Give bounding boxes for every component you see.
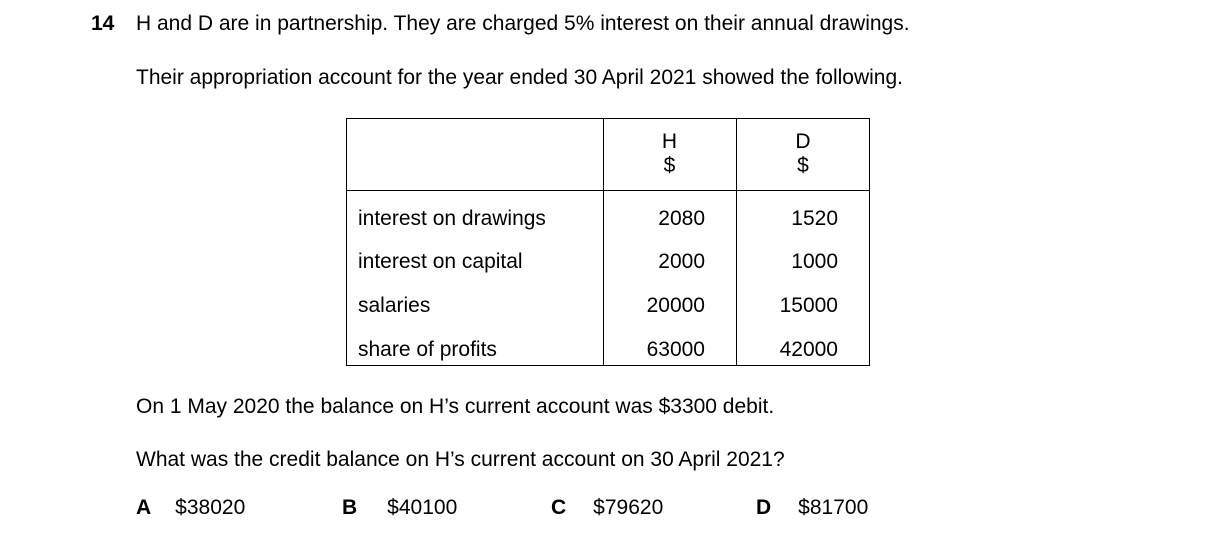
- question-number: 14: [91, 12, 115, 35]
- column-header-h: [603, 130, 736, 178]
- balance-statement: On 1 May 2020 the balance on H’s current account was $3300 debit.: [136, 395, 775, 418]
- cell-h-interest-on-capital: 2000: [658, 250, 705, 273]
- column-header-name: H: [661, 130, 678, 153]
- question-prompt: What was the credit balance on H’s current account on 30 April 2021?: [136, 448, 785, 471]
- column-header-d: [736, 130, 870, 178]
- row-label-share-of-profits: share of profits: [358, 338, 497, 361]
- question-intro: H and D are in partnership. They are charged 5% interest on their annual drawings.: [136, 12, 910, 35]
- cell-d-salaries: 15000: [779, 294, 838, 317]
- option-value: $40100: [387, 496, 458, 519]
- cell-d-interest-on-drawings: 1520: [791, 207, 838, 230]
- option-letter: B: [342, 496, 358, 519]
- header-divider: [347, 190, 869, 191]
- option-value: $81700: [798, 496, 869, 519]
- option-letter: D: [756, 496, 772, 519]
- question-context: Their appropriation account for the year ended 30 April 2021 showed the following.: [136, 66, 903, 89]
- option-value: $38020: [175, 496, 246, 519]
- cell-h-share-of-profits: 63000: [646, 338, 705, 361]
- option-value: $79620: [593, 496, 664, 519]
- cell-d-interest-on-capital: 1000: [791, 250, 838, 273]
- option-d[interactable]: [756, 496, 868, 520]
- option-letter: A: [136, 496, 152, 519]
- row-label-interest-on-drawings: interest on drawings: [358, 207, 546, 230]
- appropriation-table: [346, 118, 870, 366]
- row-label-salaries: salaries: [358, 294, 431, 317]
- option-c[interactable]: [551, 496, 663, 520]
- column-header-name: D: [795, 130, 811, 153]
- option-b[interactable]: [342, 496, 457, 520]
- cell-d-share-of-profits: 42000: [779, 338, 838, 361]
- cell-h-interest-on-drawings: 2080: [658, 207, 705, 230]
- option-letter: C: [551, 496, 567, 519]
- cell-h-salaries: 20000: [646, 294, 705, 317]
- row-label-interest-on-capital: interest on capital: [358, 250, 523, 273]
- option-a[interactable]: [136, 496, 245, 520]
- column-header-unit: $: [797, 154, 809, 177]
- column-header-unit: $: [663, 154, 676, 177]
